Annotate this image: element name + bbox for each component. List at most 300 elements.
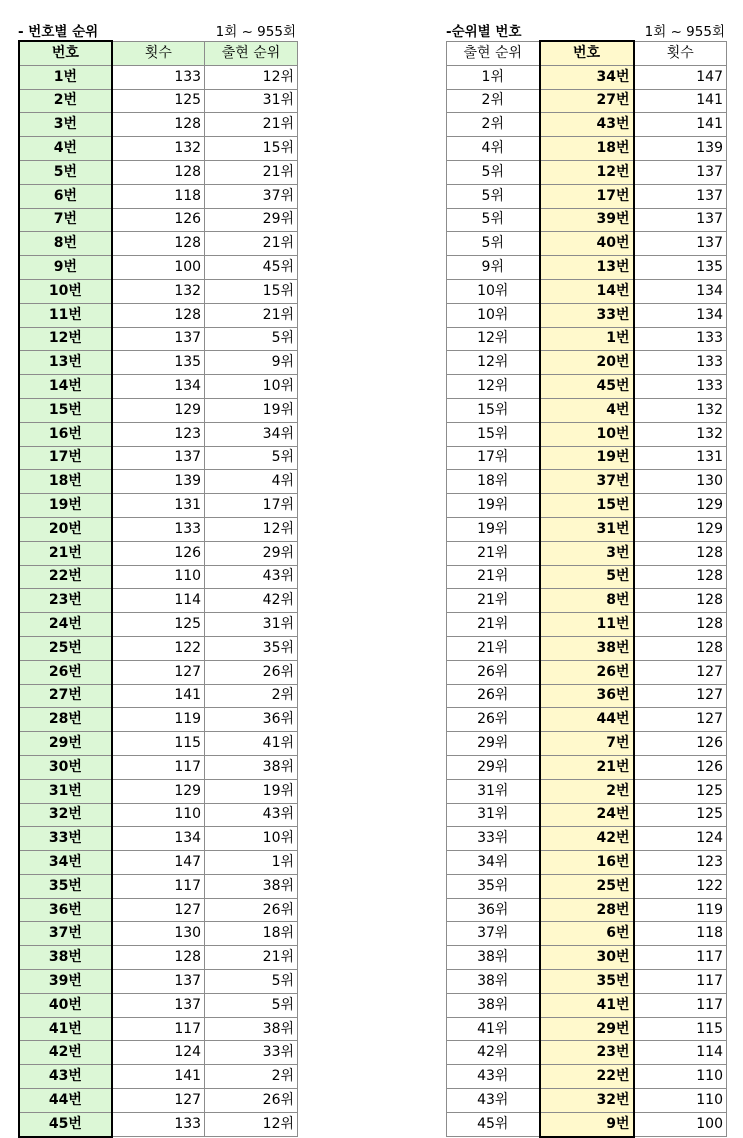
table-cell: 128 [112, 113, 205, 137]
table-row [447, 1041, 727, 1065]
table-row [447, 541, 727, 565]
table-cell: 137 [634, 208, 727, 232]
table-cell: 2번 [540, 779, 634, 803]
table-cell: 26위 [447, 708, 540, 732]
table-cell: 44번 [540, 708, 634, 732]
table-cell: 29번 [19, 732, 112, 756]
table-cell: 31위 [447, 803, 540, 827]
table-cell: 5번 [540, 565, 634, 589]
table-row [19, 232, 298, 256]
table-cell: 41번 [19, 1017, 112, 1041]
table-cell: 40번 [19, 993, 112, 1017]
table-cell: 114 [112, 589, 205, 613]
table-cell: 34번 [540, 65, 634, 89]
table-cell: 137 [112, 327, 205, 351]
table-row [447, 137, 727, 161]
table-cell: 128 [634, 613, 727, 637]
table-cell: 43위 [205, 803, 298, 827]
table-cell: 43위 [447, 1065, 540, 1089]
table-cell: 12위 [447, 375, 540, 399]
table-cell: 24번 [19, 613, 112, 637]
table-row [19, 470, 298, 494]
table-cell: 117 [634, 993, 727, 1017]
table-cell: 35번 [19, 874, 112, 898]
table-row [447, 1017, 727, 1041]
table-cell: 126 [634, 755, 727, 779]
table-cell: 38번 [19, 946, 112, 970]
table-cell: 5위 [205, 993, 298, 1017]
table-cell: 133 [634, 327, 727, 351]
table-row [447, 708, 727, 732]
table-cell: 35위 [447, 874, 540, 898]
table-row [447, 494, 727, 518]
table-row [19, 375, 298, 399]
table-cell: 37번 [540, 470, 634, 494]
table-cell: 110 [112, 803, 205, 827]
table-cell: 38번 [540, 636, 634, 660]
table-cell: 124 [112, 1041, 205, 1065]
table-cell: 128 [634, 565, 727, 589]
table-cell: 1번 [540, 327, 634, 351]
table-row [19, 565, 298, 589]
table-row [19, 851, 298, 875]
table-cell: 3번 [19, 113, 112, 137]
table-cell: 132 [634, 398, 727, 422]
table-row [19, 303, 298, 327]
table-cell: 38위 [205, 755, 298, 779]
header-number: 번호 [540, 41, 634, 65]
table-cell: 133 [112, 517, 205, 541]
table-row [19, 517, 298, 541]
table-cell: 134 [634, 303, 727, 327]
table-cell: 31위 [205, 89, 298, 113]
table-row [19, 660, 298, 684]
table-cell: 21위 [447, 613, 540, 637]
table-cell: 19번 [540, 446, 634, 470]
table-cell: 37위 [205, 184, 298, 208]
table-row [447, 732, 727, 756]
table-cell: 21위 [447, 565, 540, 589]
table-cell: 127 [634, 660, 727, 684]
table-row [19, 922, 298, 946]
table-cell: 2위 [205, 1065, 298, 1089]
table-cell: 132 [112, 279, 205, 303]
table-cell: 1번 [19, 65, 112, 89]
table-cell: 41번 [540, 993, 634, 1017]
table-cell: 21위 [447, 541, 540, 565]
table-cell: 11번 [540, 613, 634, 637]
rank-numbers-table [446, 40, 727, 1138]
table-cell: 128 [634, 589, 727, 613]
table-cell: 33위 [205, 1041, 298, 1065]
table-cell: 129 [634, 494, 727, 518]
table-cell: 31번 [540, 517, 634, 541]
table-row [19, 970, 298, 994]
table-cell: 27번 [540, 89, 634, 113]
table-cell: 34위 [447, 851, 540, 875]
table-cell: 110 [634, 1089, 727, 1113]
table-cell: 12위 [447, 327, 540, 351]
table-cell: 12위 [205, 517, 298, 541]
table-row [19, 137, 298, 161]
number-ranking-title: - 번호별 순위 [18, 24, 99, 40]
table-cell: 26위 [205, 898, 298, 922]
table-cell: 4번 [19, 137, 112, 161]
table-cell: 23번 [19, 589, 112, 613]
table-cell: 2위 [447, 113, 540, 137]
table-row [19, 256, 298, 280]
table-cell: 38위 [447, 946, 540, 970]
table-row [447, 589, 727, 613]
table-cell: 34위 [205, 422, 298, 446]
table-cell: 21위 [205, 232, 298, 256]
table-cell: 32번 [19, 803, 112, 827]
table-row [447, 613, 727, 637]
table-row [447, 851, 727, 875]
table-row [447, 256, 727, 280]
table-cell: 128 [634, 636, 727, 660]
table-row [19, 351, 298, 375]
table-cell: 25번 [540, 874, 634, 898]
table-cell: 119 [112, 708, 205, 732]
table-cell: 27번 [19, 684, 112, 708]
table-cell: 8번 [19, 232, 112, 256]
table-cell: 36번 [19, 898, 112, 922]
table-row [447, 1089, 727, 1113]
table-cell: 38위 [447, 970, 540, 994]
table-cell: 45위 [447, 1112, 540, 1136]
table-cell: 21번 [540, 755, 634, 779]
table-cell: 4위 [447, 137, 540, 161]
table-cell: 33위 [447, 827, 540, 851]
table-cell: 128 [634, 541, 727, 565]
table-cell: 117 [112, 755, 205, 779]
table-cell: 38위 [447, 993, 540, 1017]
table-cell: 117 [634, 970, 727, 994]
table-cell: 100 [634, 1112, 727, 1136]
table-cell: 12위 [447, 351, 540, 375]
table-cell: 123 [634, 851, 727, 875]
table-cell: 141 [112, 684, 205, 708]
table-cell: 18위 [447, 470, 540, 494]
table-cell: 141 [634, 113, 727, 137]
table-cell: 43번 [19, 1065, 112, 1089]
table-cell: 132 [634, 422, 727, 446]
table-cell: 22번 [19, 565, 112, 589]
number-ranking-range: 1회 ~ 955회 [215, 24, 296, 40]
table-cell: 124 [634, 827, 727, 851]
table-row [447, 827, 727, 851]
table-cell: 36번 [540, 684, 634, 708]
table-cell: 5위 [447, 184, 540, 208]
table-cell: 26위 [205, 1089, 298, 1113]
table-row [19, 65, 298, 89]
table-header-row [19, 41, 298, 65]
table-row [447, 446, 727, 470]
table-cell: 26번 [540, 660, 634, 684]
table-row [447, 232, 727, 256]
table-cell: 14번 [540, 279, 634, 303]
table-cell: 37위 [447, 922, 540, 946]
table-cell: 125 [112, 89, 205, 113]
table-cell: 123 [112, 422, 205, 446]
table-row [447, 970, 727, 994]
table-cell: 133 [634, 375, 727, 399]
table-cell: 126 [112, 541, 205, 565]
table-cell: 137 [112, 446, 205, 470]
table-cell: 22번 [540, 1065, 634, 1089]
table-cell: 131 [634, 446, 727, 470]
header-rank: 출현 순위 [447, 41, 540, 65]
table-cell: 42번 [540, 827, 634, 851]
table-row [447, 684, 727, 708]
table-row [19, 1041, 298, 1065]
table-cell: 5위 [447, 160, 540, 184]
table-row [447, 327, 727, 351]
table-row [19, 779, 298, 803]
table-cell: 1위 [447, 65, 540, 89]
table-cell: 110 [112, 565, 205, 589]
table-row [19, 755, 298, 779]
table-row [447, 993, 727, 1017]
header-count: 횟수 [634, 41, 727, 65]
table-row [447, 184, 727, 208]
table-cell: 23번 [540, 1041, 634, 1065]
table-cell: 19위 [447, 494, 540, 518]
table-cell: 39번 [19, 970, 112, 994]
table-cell: 19위 [447, 517, 540, 541]
table-row [447, 946, 727, 970]
table-row [447, 89, 727, 113]
table-cell: 129 [112, 779, 205, 803]
table-row [19, 1017, 298, 1041]
table-cell: 3번 [540, 541, 634, 565]
table-cell: 33번 [540, 303, 634, 327]
table-row [19, 732, 298, 756]
table-cell: 16번 [540, 851, 634, 875]
table-row [19, 636, 298, 660]
table-cell: 5위 [205, 327, 298, 351]
table-cell: 7번 [540, 732, 634, 756]
table-cell: 13번 [540, 256, 634, 280]
table-cell: 5번 [19, 160, 112, 184]
table-row [19, 398, 298, 422]
table-cell: 139 [112, 470, 205, 494]
table-cell: 15번 [19, 398, 112, 422]
table-row [19, 160, 298, 184]
table-cell: 29위 [447, 755, 540, 779]
table-cell: 34번 [19, 851, 112, 875]
table-cell: 6번 [540, 922, 634, 946]
table-row [447, 636, 727, 660]
table-cell: 33번 [19, 827, 112, 851]
table-cell: 37번 [19, 922, 112, 946]
table-cell: 9번 [19, 256, 112, 280]
table-cell: 45번 [19, 1112, 112, 1136]
table-cell: 19위 [205, 398, 298, 422]
table-cell: 10번 [540, 422, 634, 446]
table-cell: 127 [634, 684, 727, 708]
table-cell: 117 [112, 874, 205, 898]
table-cell: 2위 [447, 89, 540, 113]
table-cell: 20번 [19, 517, 112, 541]
table-cell: 137 [634, 160, 727, 184]
table-cell: 21위 [205, 160, 298, 184]
table-cell: 24번 [540, 803, 634, 827]
table-cell: 21위 [205, 946, 298, 970]
table-row [447, 160, 727, 184]
table-cell: 16번 [19, 422, 112, 446]
header-rank: 출현 순위 [205, 41, 298, 65]
table-cell: 45번 [540, 375, 634, 399]
table-cell: 45위 [205, 256, 298, 280]
table-cell: 127 [112, 660, 205, 684]
table-row [447, 898, 727, 922]
table-cell: 15위 [447, 398, 540, 422]
table-cell: 21위 [447, 589, 540, 613]
table-row [447, 565, 727, 589]
table-cell: 5위 [447, 232, 540, 256]
table-cell: 4위 [205, 470, 298, 494]
table-row [19, 684, 298, 708]
header-count: 횟수 [112, 41, 205, 65]
table-cell: 15위 [447, 422, 540, 446]
table-cell: 125 [634, 779, 727, 803]
table-row [19, 993, 298, 1017]
table-cell: 28번 [540, 898, 634, 922]
table-cell: 127 [634, 708, 727, 732]
table-header-row [447, 41, 727, 65]
table-row [447, 1065, 727, 1089]
table-cell: 110 [634, 1065, 727, 1089]
table-cell: 41위 [447, 1017, 540, 1041]
table-cell: 19위 [205, 779, 298, 803]
table-cell: 2위 [205, 684, 298, 708]
table-row [19, 422, 298, 446]
table-row [19, 946, 298, 970]
table-cell: 141 [112, 1065, 205, 1089]
table-cell: 17번 [540, 184, 634, 208]
table-row [19, 708, 298, 732]
table-row [19, 1112, 298, 1136]
table-cell: 29위 [205, 541, 298, 565]
table-cell: 21위 [205, 303, 298, 327]
number-ranking-caption [18, 18, 298, 40]
table-cell: 11번 [19, 303, 112, 327]
table-cell: 133 [634, 351, 727, 375]
table-row [447, 517, 727, 541]
table-cell: 127 [112, 898, 205, 922]
table-row [19, 184, 298, 208]
table-cell: 122 [634, 874, 727, 898]
table-cell: 9위 [205, 351, 298, 375]
table-cell: 126 [634, 732, 727, 756]
rank-numbers-title: -순위별 번호 [446, 24, 522, 40]
table-cell: 132 [112, 137, 205, 161]
table-cell: 118 [112, 184, 205, 208]
table-cell: 36위 [447, 898, 540, 922]
table-cell: 147 [112, 851, 205, 875]
number-ranking-panel [18, 18, 298, 1138]
table-row [19, 494, 298, 518]
table-row [447, 208, 727, 232]
table-cell: 119 [634, 898, 727, 922]
table-cell: 41위 [205, 732, 298, 756]
table-cell: 10위 [205, 375, 298, 399]
table-cell: 30번 [19, 755, 112, 779]
table-cell: 25번 [19, 636, 112, 660]
table-cell: 128 [112, 232, 205, 256]
table-cell: 18번 [19, 470, 112, 494]
table-cell: 12위 [205, 1112, 298, 1136]
table-cell: 36위 [205, 708, 298, 732]
table-cell: 129 [112, 398, 205, 422]
table-cell: 10번 [19, 279, 112, 303]
table-cell: 28번 [19, 708, 112, 732]
table-row [447, 874, 727, 898]
table-cell: 43번 [540, 113, 634, 137]
table-cell: 7번 [19, 208, 112, 232]
table-cell: 5위 [205, 970, 298, 994]
table-row [19, 208, 298, 232]
table-row [19, 1065, 298, 1089]
rank-numbers-caption [446, 18, 727, 40]
table-cell: 12번 [19, 327, 112, 351]
table-cell: 21번 [19, 541, 112, 565]
table-cell: 15위 [205, 279, 298, 303]
table-cell: 125 [112, 613, 205, 637]
table-row [19, 874, 298, 898]
table-cell: 5위 [205, 446, 298, 470]
table-cell: 19번 [19, 494, 112, 518]
table-row [447, 660, 727, 684]
table-cell: 4번 [540, 398, 634, 422]
table-cell: 43위 [205, 565, 298, 589]
table-cell: 17번 [19, 446, 112, 470]
table-row [447, 922, 727, 946]
table-cell: 35번 [540, 970, 634, 994]
table-row [19, 89, 298, 113]
table-cell: 26위 [205, 660, 298, 684]
table-cell: 15번 [540, 494, 634, 518]
table-cell: 10위 [447, 279, 540, 303]
table-cell: 130 [634, 470, 727, 494]
table-row [19, 803, 298, 827]
table-cell: 35위 [205, 636, 298, 660]
table-cell: 31번 [19, 779, 112, 803]
table-cell: 21위 [447, 636, 540, 660]
header-number: 번호 [19, 41, 112, 65]
table-cell: 29번 [540, 1017, 634, 1041]
table-row [447, 113, 727, 137]
table-cell: 117 [634, 946, 727, 970]
table-cell: 30번 [540, 946, 634, 970]
table-cell: 114 [634, 1041, 727, 1065]
table-row [447, 375, 727, 399]
table-cell: 128 [112, 160, 205, 184]
table-cell: 2번 [19, 89, 112, 113]
table-row [447, 303, 727, 327]
table-cell: 9번 [540, 1112, 634, 1136]
table-cell: 40번 [540, 232, 634, 256]
table-cell: 134 [112, 375, 205, 399]
table-cell: 125 [634, 803, 727, 827]
table-cell: 18번 [540, 137, 634, 161]
table-cell: 134 [112, 827, 205, 851]
table-row [447, 65, 727, 89]
table-cell: 122 [112, 636, 205, 660]
table-cell: 1위 [205, 851, 298, 875]
